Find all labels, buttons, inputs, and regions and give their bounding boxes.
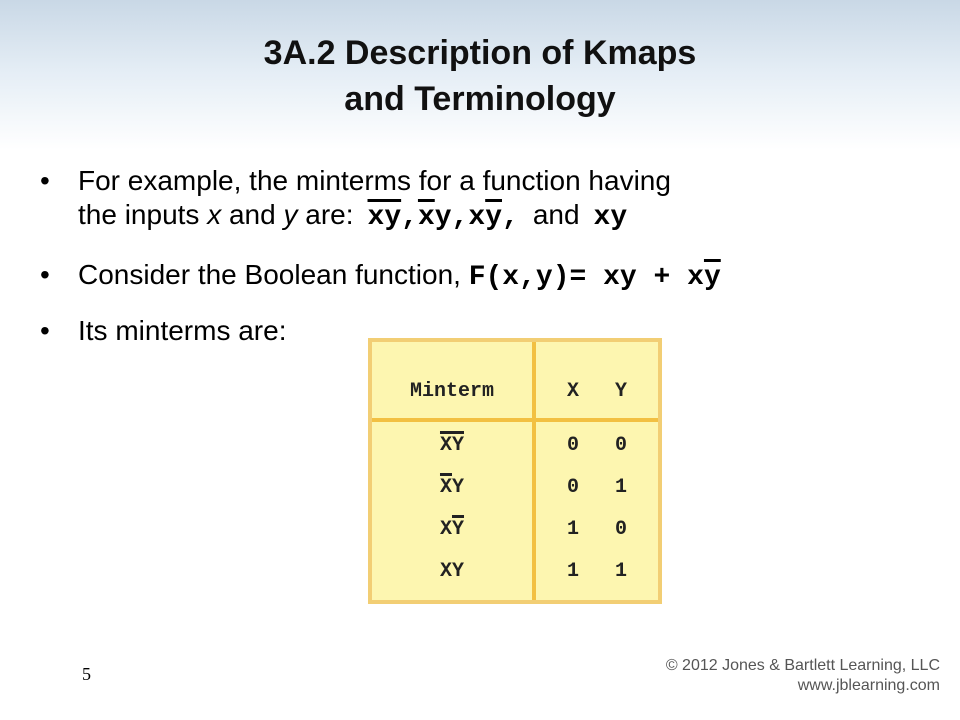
table-divider-horizontal xyxy=(372,418,658,422)
x-value: 0 xyxy=(566,434,579,457)
bullet-2 xyxy=(40,258,721,295)
minterm-label: XY xyxy=(439,560,464,583)
bullet-dot: • xyxy=(40,259,50,290)
minterm-xbar: $\overline{x}$ xyxy=(417,202,435,233)
minterm-label-y: Y xyxy=(452,476,465,499)
x-value: 1 xyxy=(566,560,579,583)
bullet-3 xyxy=(40,314,286,348)
bullet-2-text: Consider the Boolean function, xyxy=(78,259,469,290)
comma: , xyxy=(502,202,519,233)
table-row-minterm xyxy=(372,560,532,583)
minterm-ybar: $\overline{y}$ xyxy=(485,202,502,233)
table-row-minterm xyxy=(372,434,532,457)
slide-title xyxy=(0,30,960,122)
y-value: 1 xyxy=(615,560,628,583)
bullet-1-text: the inputs xyxy=(78,199,208,230)
copyright-block xyxy=(666,656,940,696)
x-value: 0 xyxy=(566,476,579,499)
bullet-dot: • xyxy=(40,165,50,196)
bullet-3-text: Its minterms are: xyxy=(78,315,287,346)
table-row-values xyxy=(536,518,658,541)
table-row-values xyxy=(536,434,658,457)
table-row-values xyxy=(536,560,658,583)
bullet-1-and: and xyxy=(221,199,284,230)
minterm-y: y xyxy=(434,202,452,233)
table-row-minterm xyxy=(372,518,532,541)
y-value: 1 xyxy=(615,476,628,499)
comma: , xyxy=(451,202,469,233)
bullet-1 xyxy=(40,164,671,235)
copyright-text: © 2012 Jones & Bartlett Learning, LLC xyxy=(665,657,940,674)
bullet-dot: • xyxy=(40,315,50,346)
function-expression: F(x,y)= xy + x xyxy=(468,262,704,293)
table-row-minterm xyxy=(372,476,532,499)
y-value: 0 xyxy=(615,518,628,541)
slide-title-line1: 3A.2 Description of Kmaps xyxy=(263,34,697,72)
bullet-1-line2 xyxy=(78,198,671,235)
minterm-label-x: $\overline{X}$ xyxy=(439,476,452,499)
var-y: y xyxy=(283,199,298,230)
minterm-list xyxy=(368,202,519,233)
minterm-xy: xy xyxy=(593,202,628,233)
minterm-table xyxy=(368,338,662,604)
bullet-1-are: are: xyxy=(297,199,354,230)
x-value: 1 xyxy=(566,518,579,541)
bullet-1-line1: For example, the minterms for a function having xyxy=(78,165,671,196)
function-ybar: $\overline{y}$ xyxy=(703,262,721,293)
minterm-label-y: $\overline{Y}$ xyxy=(452,518,465,541)
y-value: 0 xyxy=(615,434,628,457)
comma: , xyxy=(401,202,418,233)
minterm-label: $\overline{XY}$ xyxy=(439,434,464,457)
bullet-1-and2: and xyxy=(532,199,580,230)
boolean-function xyxy=(469,262,721,293)
slide-title-line2: and Terminology xyxy=(344,80,616,118)
table-row-values xyxy=(536,476,658,499)
page-number: 5 xyxy=(82,664,91,684)
minterm-label-x: X xyxy=(439,518,452,541)
header-minterm: Minterm xyxy=(409,380,494,403)
website-text: www.jblearning.com xyxy=(797,677,940,694)
header-xy: X Y xyxy=(566,380,627,403)
minterm-xbar-ybar: $\overline{xy}$ xyxy=(367,202,402,233)
var-x: x xyxy=(207,199,222,230)
minterm-x: x xyxy=(468,202,486,233)
